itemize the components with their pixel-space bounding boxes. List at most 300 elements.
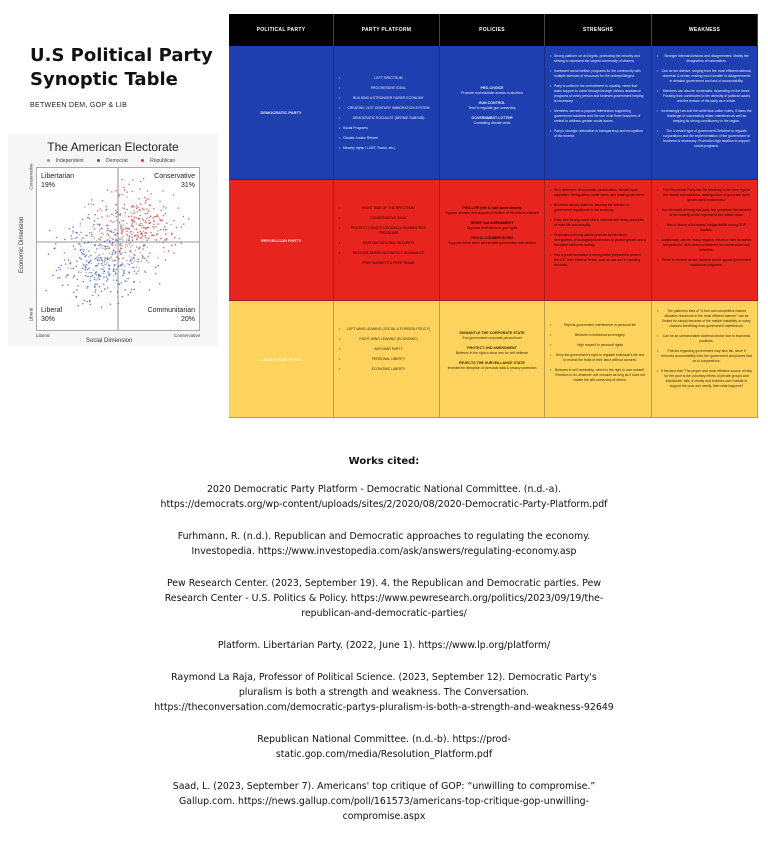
scatter-point xyxy=(129,260,131,262)
scatter-point xyxy=(94,238,96,240)
scatter-point xyxy=(126,209,128,211)
scatter-point xyxy=(107,261,109,263)
scatter-point xyxy=(130,242,132,244)
scatter-point xyxy=(107,189,109,191)
x-left-tick: Liberal xyxy=(36,333,50,338)
scatter-point xyxy=(93,204,95,206)
scatter-point xyxy=(83,254,85,256)
scatter-point xyxy=(82,219,84,221)
scatter-point xyxy=(162,242,164,244)
scatter-point xyxy=(159,218,161,220)
scatter-point xyxy=(132,239,134,241)
scatter-point xyxy=(116,256,118,258)
scatter-point xyxy=(135,223,137,225)
policy-item: PROTECT 2ND AMENDMENT Believes in the right to bear arm for self defense xyxy=(456,346,528,355)
scatter-point xyxy=(130,250,132,252)
list-item: • Business friendly platform, favoring the deletion of government regulations in the economy. xyxy=(550,203,646,213)
list-item: • CREATING 21ST CENTURY IMMIGRATION SYSTEM xyxy=(339,106,434,111)
scatter-point xyxy=(124,280,126,282)
scatter-point xyxy=(126,280,128,282)
weaknesses-libertarian xyxy=(652,301,758,418)
scatter-point xyxy=(126,223,128,225)
scatter-point xyxy=(126,196,128,198)
scatter-point xyxy=(126,241,128,243)
scatter-point xyxy=(85,265,87,267)
scatter-point xyxy=(117,241,119,243)
scatter-point xyxy=(137,207,139,209)
scatter-point xyxy=(89,304,91,306)
scatter-point xyxy=(117,296,119,298)
scatter-point xyxy=(114,265,116,267)
scatter-point xyxy=(164,226,166,228)
scatter-point xyxy=(121,268,123,270)
scatter-point xyxy=(49,230,51,232)
list-item: • Rich defenders of economic conservatism, formed upon capitalism, deregulation, lower taxes, and small government. xyxy=(550,188,646,198)
policy-item: PRO-LIFE (life & 14th Amendment) Oppose abortion and support protection of the unborn children xyxy=(445,206,539,215)
scatter-point xyxy=(70,262,72,264)
scatter-point xyxy=(97,218,99,220)
scatter-point xyxy=(161,210,163,212)
scatter-point xyxy=(56,270,58,272)
scatter-point xyxy=(101,237,103,239)
scatter-point xyxy=(144,233,146,235)
scatter-point xyxy=(98,263,100,265)
list-item: • Strong platform on civil rights, promoting the minority and striving to represent the largest community of citizens. xyxy=(550,54,646,64)
scatter-point xyxy=(111,191,113,193)
scatter-point xyxy=(123,271,125,273)
scatter-point xyxy=(119,250,121,252)
scatter-point xyxy=(91,275,93,277)
scatter-point xyxy=(78,271,80,273)
scatter-point xyxy=(138,198,140,200)
scatter-point xyxy=(165,233,167,235)
scatter-point xyxy=(84,242,86,244)
scatter-point xyxy=(145,220,147,222)
scatter-point xyxy=(86,264,88,266)
scatter-point xyxy=(115,272,117,274)
scatter-point xyxy=(133,210,135,212)
scatter-point xyxy=(78,243,80,245)
scatter-point xyxy=(142,235,144,237)
scatter-point xyxy=(125,244,127,246)
scatter-point xyxy=(109,215,111,217)
scatter-point xyxy=(85,269,87,271)
scatter-point xyxy=(118,260,120,262)
scatter-point xyxy=(109,258,111,260)
scatter-point xyxy=(72,268,74,270)
scatter-point xyxy=(85,255,87,257)
scatter-point xyxy=(152,217,154,219)
list-item: • Tends to reverse certain facilities and to appeal government assistance programs. xyxy=(657,258,752,268)
scatter-point xyxy=(133,206,135,208)
scatter-point xyxy=(133,226,135,228)
scatter-point xyxy=(104,288,106,290)
scatter-point xyxy=(181,242,183,244)
scatter-point xyxy=(76,261,78,263)
scatter-point xyxy=(94,228,96,230)
scatter-point xyxy=(173,252,175,254)
scatter-point xyxy=(140,203,142,205)
scatter-point xyxy=(101,263,103,265)
scatter-point xyxy=(122,252,124,254)
list-item: • DEMOCRATIC SOCIALIST (BERNIE SUBSUB) xyxy=(339,116,434,121)
scatter-point xyxy=(91,232,93,234)
scatter-point xyxy=(122,235,124,237)
scatter-point xyxy=(132,179,134,181)
scatter-point xyxy=(129,264,131,266)
chart-legend xyxy=(8,158,218,164)
scatter-point xyxy=(113,268,115,270)
party-name-democratic: DEMOCRATIC PARTY xyxy=(229,46,334,180)
scatter-point xyxy=(95,274,97,276)
scatter-point xyxy=(134,271,136,273)
scatter-point xyxy=(183,223,185,225)
quadrant-conservative: Conservative 31% xyxy=(154,173,195,189)
scatter-point xyxy=(119,222,121,224)
scatter-point xyxy=(121,179,123,181)
scatter-point xyxy=(115,269,117,271)
scatter-point xyxy=(136,239,138,241)
scatter-point xyxy=(88,272,90,274)
scatter-point xyxy=(80,272,82,274)
scatter-point xyxy=(134,260,136,262)
scatter-point xyxy=(141,241,143,243)
scatter-point xyxy=(134,212,136,214)
list-item: • Has the habit of being that party has sometime the interests of the wealthy at the expense of the middle class. xyxy=(657,208,752,218)
scatter-point xyxy=(129,255,131,257)
scatter-point xyxy=(113,279,115,281)
scatter-point xyxy=(97,210,99,212)
policy-item: RIGHT 2nd AMENDMENT Opposes restrictions to gun rights xyxy=(466,221,518,230)
works-cited-title: Works cited: xyxy=(348,456,420,467)
scatter-point xyxy=(61,265,63,267)
scatter-point xyxy=(92,226,94,228)
scatter-point xyxy=(122,264,124,266)
scatter-point xyxy=(118,241,120,243)
scatter-point xyxy=(152,226,154,228)
scatter-point xyxy=(148,210,150,212)
scatter-point xyxy=(89,261,91,263)
scatter-point xyxy=(107,271,109,273)
scatter-point xyxy=(131,257,133,259)
works-cited-list xyxy=(150,482,618,841)
list-item: • PERSONAL LIBERTY xyxy=(339,357,434,362)
scatter-point xyxy=(107,248,109,250)
scatter-point xyxy=(131,207,133,209)
list-item: • Party is united in the commitment to equality, views that basic support to come through through various assistance programs of every person and believes government helping is necessary. xyxy=(550,84,646,104)
scatter-point xyxy=(71,235,73,237)
list-item: • Policies regarding government may also fail, since it removes accountability from the government and places that on to corporations. xyxy=(657,349,752,364)
scatter-point xyxy=(72,226,74,228)
y-bottom-tick: Liberal xyxy=(28,307,34,322)
scatter-point xyxy=(105,209,107,211)
scatter-point xyxy=(139,225,141,227)
scatter-point xyxy=(168,250,170,252)
scatter-point xyxy=(126,191,128,193)
scatter-point xyxy=(76,289,78,291)
scatter-point xyxy=(59,277,61,279)
party-name-republican: REPUBLICAN PARTY xyxy=(229,180,334,301)
scatter-point xyxy=(150,232,152,234)
list-item: • The Republican Party has the tendency to be more rigid to the values and traditions, lacking a lack of good and open government involvement. xyxy=(657,188,752,203)
scatter-point xyxy=(121,282,123,284)
scatter-point xyxy=(115,209,117,211)
scatter-point xyxy=(74,248,76,250)
list-item: • BUILDING A STRONGER FAIRER ECONOMY xyxy=(339,96,434,101)
scatter-point xyxy=(95,266,97,268)
scatter-point xyxy=(94,279,96,281)
scatter-point xyxy=(113,261,115,263)
scatter-point xyxy=(121,229,123,231)
scatter-point xyxy=(114,247,116,249)
list-item: • The platforms idea of "A free and competitive market allocates resources in the most efficient manner" can be limited for simply because of the market instability, in many chances benefiting from government interference. xyxy=(657,309,752,329)
list-item: • Has a history of increased budget deficit during GOP leaders. xyxy=(657,223,752,233)
scatter-point xyxy=(73,245,75,247)
scatter-point xyxy=(139,188,141,190)
scatter-point xyxy=(160,219,162,221)
scatter-point xyxy=(150,205,152,207)
scatter-point xyxy=(79,257,81,259)
scatter-point xyxy=(70,268,72,270)
scatter-point xyxy=(82,237,84,239)
scatter-point xyxy=(129,235,131,237)
list-item: • If the idea that "The proper and most effective source of help for the poor is the voluntary efforts of private groups and individuals" fails, if charity and charities can't handle to support the poor and needy, then what happens? xyxy=(657,369,752,389)
scatter-point xyxy=(100,257,102,259)
synoptic-table xyxy=(229,14,758,418)
quadrant-liberal: Liberal 30% xyxy=(41,307,63,323)
policy-item: DISMANTLE THE CORPORATE STATE End government corporate personhood xyxy=(459,331,525,340)
scatter-point xyxy=(143,230,145,232)
scatter-point xyxy=(143,219,145,221)
weaknesses-democratic xyxy=(652,46,758,180)
policy-item: FISCAL CONSERVATISM Supports lower taxes and smaller government intervention xyxy=(448,236,536,245)
scatter-point xyxy=(183,216,185,218)
scatter-point xyxy=(96,283,98,285)
scatter-point xyxy=(124,189,126,191)
scatter-point xyxy=(143,245,145,247)
scatter-point xyxy=(99,247,101,249)
policy-item: GUN CONTROL Tend to regulate gun ownership xyxy=(468,101,516,110)
scatter-point xyxy=(159,283,161,285)
page-subtitle: BETWEEN DEM, GOP & LIB xyxy=(30,102,128,109)
scatter-point xyxy=(149,217,151,219)
scatter-point xyxy=(75,266,77,268)
scatter-point xyxy=(112,242,114,244)
scatter-point xyxy=(176,227,178,229)
scatter-point xyxy=(140,181,142,183)
list-item: • LEFT SPECTRUM xyxy=(339,76,434,81)
scatter-point xyxy=(119,283,121,285)
scatter-point xyxy=(123,187,125,189)
scatter-point xyxy=(173,220,175,222)
scatter-point xyxy=(128,216,130,218)
list-item: • Believes in self ownership, which is the right to own oneself. Freedom to do whatever one chooses as long as it does not violate the self-ownership of others. xyxy=(550,368,646,383)
electorate-chart xyxy=(8,134,218,346)
scatter-point xyxy=(76,237,78,239)
scatter-point xyxy=(87,217,89,219)
scatter-point xyxy=(102,247,104,249)
scatter-point xyxy=(89,280,91,282)
scatter-point xyxy=(164,251,166,253)
scatter-point xyxy=(106,230,108,232)
scatter-point xyxy=(113,275,115,277)
scatter-point xyxy=(102,253,104,255)
scatter-point xyxy=(134,254,136,256)
scatter-point xyxy=(72,230,74,232)
scatter-point xyxy=(65,263,67,265)
scatter-point xyxy=(126,260,128,262)
scatter-point xyxy=(144,270,146,272)
scatter-point xyxy=(125,247,127,249)
scatter-point xyxy=(106,276,108,278)
scatter-point xyxy=(96,248,98,250)
scatter-point xyxy=(142,257,144,259)
scatter-point xyxy=(80,232,82,234)
scatter-point xyxy=(137,271,139,273)
scatter-point xyxy=(138,259,140,261)
platform-democratic xyxy=(334,46,440,180)
scatter-point xyxy=(163,215,165,217)
platform-libertarian xyxy=(334,301,440,418)
scatter-point xyxy=(102,283,104,285)
scatter-point xyxy=(98,238,100,240)
scatter-point xyxy=(108,235,110,237)
scatter-point xyxy=(107,278,109,280)
scatter-point xyxy=(136,273,138,275)
scatter-point xyxy=(123,273,125,275)
scatter-point xyxy=(116,220,118,222)
scatter-point xyxy=(171,245,173,247)
scatter-point xyxy=(93,236,95,238)
list-item: • Can be an unreasonable doctrinal choice due to economic positions. xyxy=(657,334,752,344)
scatter-point xyxy=(131,191,133,193)
scatter-point xyxy=(90,272,92,274)
scatter-point xyxy=(122,231,124,233)
scatter-point xyxy=(80,258,82,260)
scatter-point xyxy=(136,208,138,210)
scatter-point xyxy=(99,208,101,210)
scatter-point xyxy=(85,235,87,237)
scatter-point xyxy=(127,245,129,247)
scatter-point xyxy=(139,248,141,250)
scatter-point xyxy=(134,289,136,291)
scatter-point xyxy=(105,206,107,208)
scatter-point xyxy=(155,273,157,275)
scatter-point xyxy=(137,211,139,213)
scatter-point xyxy=(103,273,105,275)
list-item: • Minority rights / LGBT, Racial, etc.) xyxy=(339,146,434,151)
scatter-point xyxy=(139,281,141,283)
scatter-point xyxy=(154,239,156,241)
scatter-point xyxy=(136,234,138,236)
scatter-point xyxy=(106,215,108,217)
scatter-point xyxy=(117,233,119,235)
scatter-point xyxy=(140,252,142,254)
scatter-point xyxy=(101,290,103,292)
scatter-point xyxy=(120,253,122,255)
scatter-point xyxy=(145,227,147,229)
scatter-point xyxy=(131,236,133,238)
scatter-point xyxy=(99,239,101,241)
scatter-point xyxy=(67,274,69,276)
list-item: • Has a great foundation a strong better prepared to protect the U.S. from external treats, such as war and in handling terrorism. xyxy=(550,253,646,268)
list-item: • MAINTAIN NATIONAL SECURITY xyxy=(339,241,434,246)
scatter-point xyxy=(151,235,153,237)
scatter-point xyxy=(126,230,128,232)
weaknesses-republican xyxy=(652,180,758,301)
scatter-point xyxy=(113,232,115,234)
scatter-point xyxy=(124,208,126,210)
scatter-point xyxy=(162,219,164,221)
list-item: • Stronger internal divisions and disagreement. Mainly the designation of nationalism. xyxy=(657,54,752,64)
scatter-point xyxy=(93,269,95,271)
scatter-point xyxy=(118,258,120,260)
scatter-point xyxy=(102,265,104,267)
scatter-point xyxy=(97,265,99,267)
citation-item: Furhmann, R. (n.d.). Republican and Democratic approaches to regulating the economy. Investopedia. https://www.investopedia.com/ask/answers/regulating-economy.asp xyxy=(177,531,591,557)
legend-democrat: Democrat xyxy=(97,158,132,164)
scatter-point xyxy=(130,212,132,214)
citation-item: Republican National Committee. (n.d.-b). https://prod-static.gop.com/media/Resolution_Platform.pdf xyxy=(257,734,511,760)
scatter-point xyxy=(160,238,162,240)
scatter-point xyxy=(127,294,129,296)
scatter-plot xyxy=(36,167,200,331)
scatter-point xyxy=(144,197,146,199)
scatter-point xyxy=(148,237,150,239)
scatter-point xyxy=(122,227,124,229)
scatter-point xyxy=(134,216,136,218)
scatter-point xyxy=(136,266,138,268)
party-name-libertarian: LIBERTARIAN PARTY xyxy=(229,301,334,418)
scatter-point xyxy=(132,259,134,261)
scatter-point xyxy=(121,194,123,196)
scatter-point xyxy=(121,220,123,222)
scatter-point xyxy=(108,239,110,241)
scatter-point xyxy=(98,295,100,297)
scatter-point xyxy=(165,229,167,231)
scatter-point xyxy=(109,252,111,254)
scatter-point xyxy=(142,248,144,250)
platform-republican xyxy=(334,180,440,301)
scatter-point xyxy=(140,231,142,233)
scatter-point xyxy=(103,234,105,236)
scatter-point xyxy=(64,252,66,254)
scatter-point xyxy=(124,215,126,217)
scatter-point xyxy=(71,238,73,240)
scatter-point xyxy=(103,267,105,269)
strengths-republican xyxy=(545,180,652,301)
policies-democratic xyxy=(440,46,545,180)
scatter-point xyxy=(113,215,115,217)
list-item: • Rejects government interference in personal life xyxy=(550,323,646,328)
scatter-point xyxy=(143,178,145,180)
scatter-point xyxy=(142,225,144,227)
scatter-point xyxy=(114,234,116,236)
scatter-point xyxy=(131,245,133,247)
scatter-point xyxy=(111,213,113,215)
policies-republican xyxy=(440,180,545,301)
scatter-point xyxy=(106,280,108,282)
header-political-party: POLITICAL PARTY xyxy=(229,14,334,46)
header-policies: POLICIES xyxy=(440,14,545,46)
scatter-point xyxy=(146,208,148,210)
scatter-point xyxy=(138,209,140,211)
list-item: • Climate Justice Reform xyxy=(339,136,434,141)
scatter-point xyxy=(153,220,155,222)
scatter-point xyxy=(147,256,149,258)
scatter-point xyxy=(127,263,129,265)
scatter-point xyxy=(98,254,100,256)
